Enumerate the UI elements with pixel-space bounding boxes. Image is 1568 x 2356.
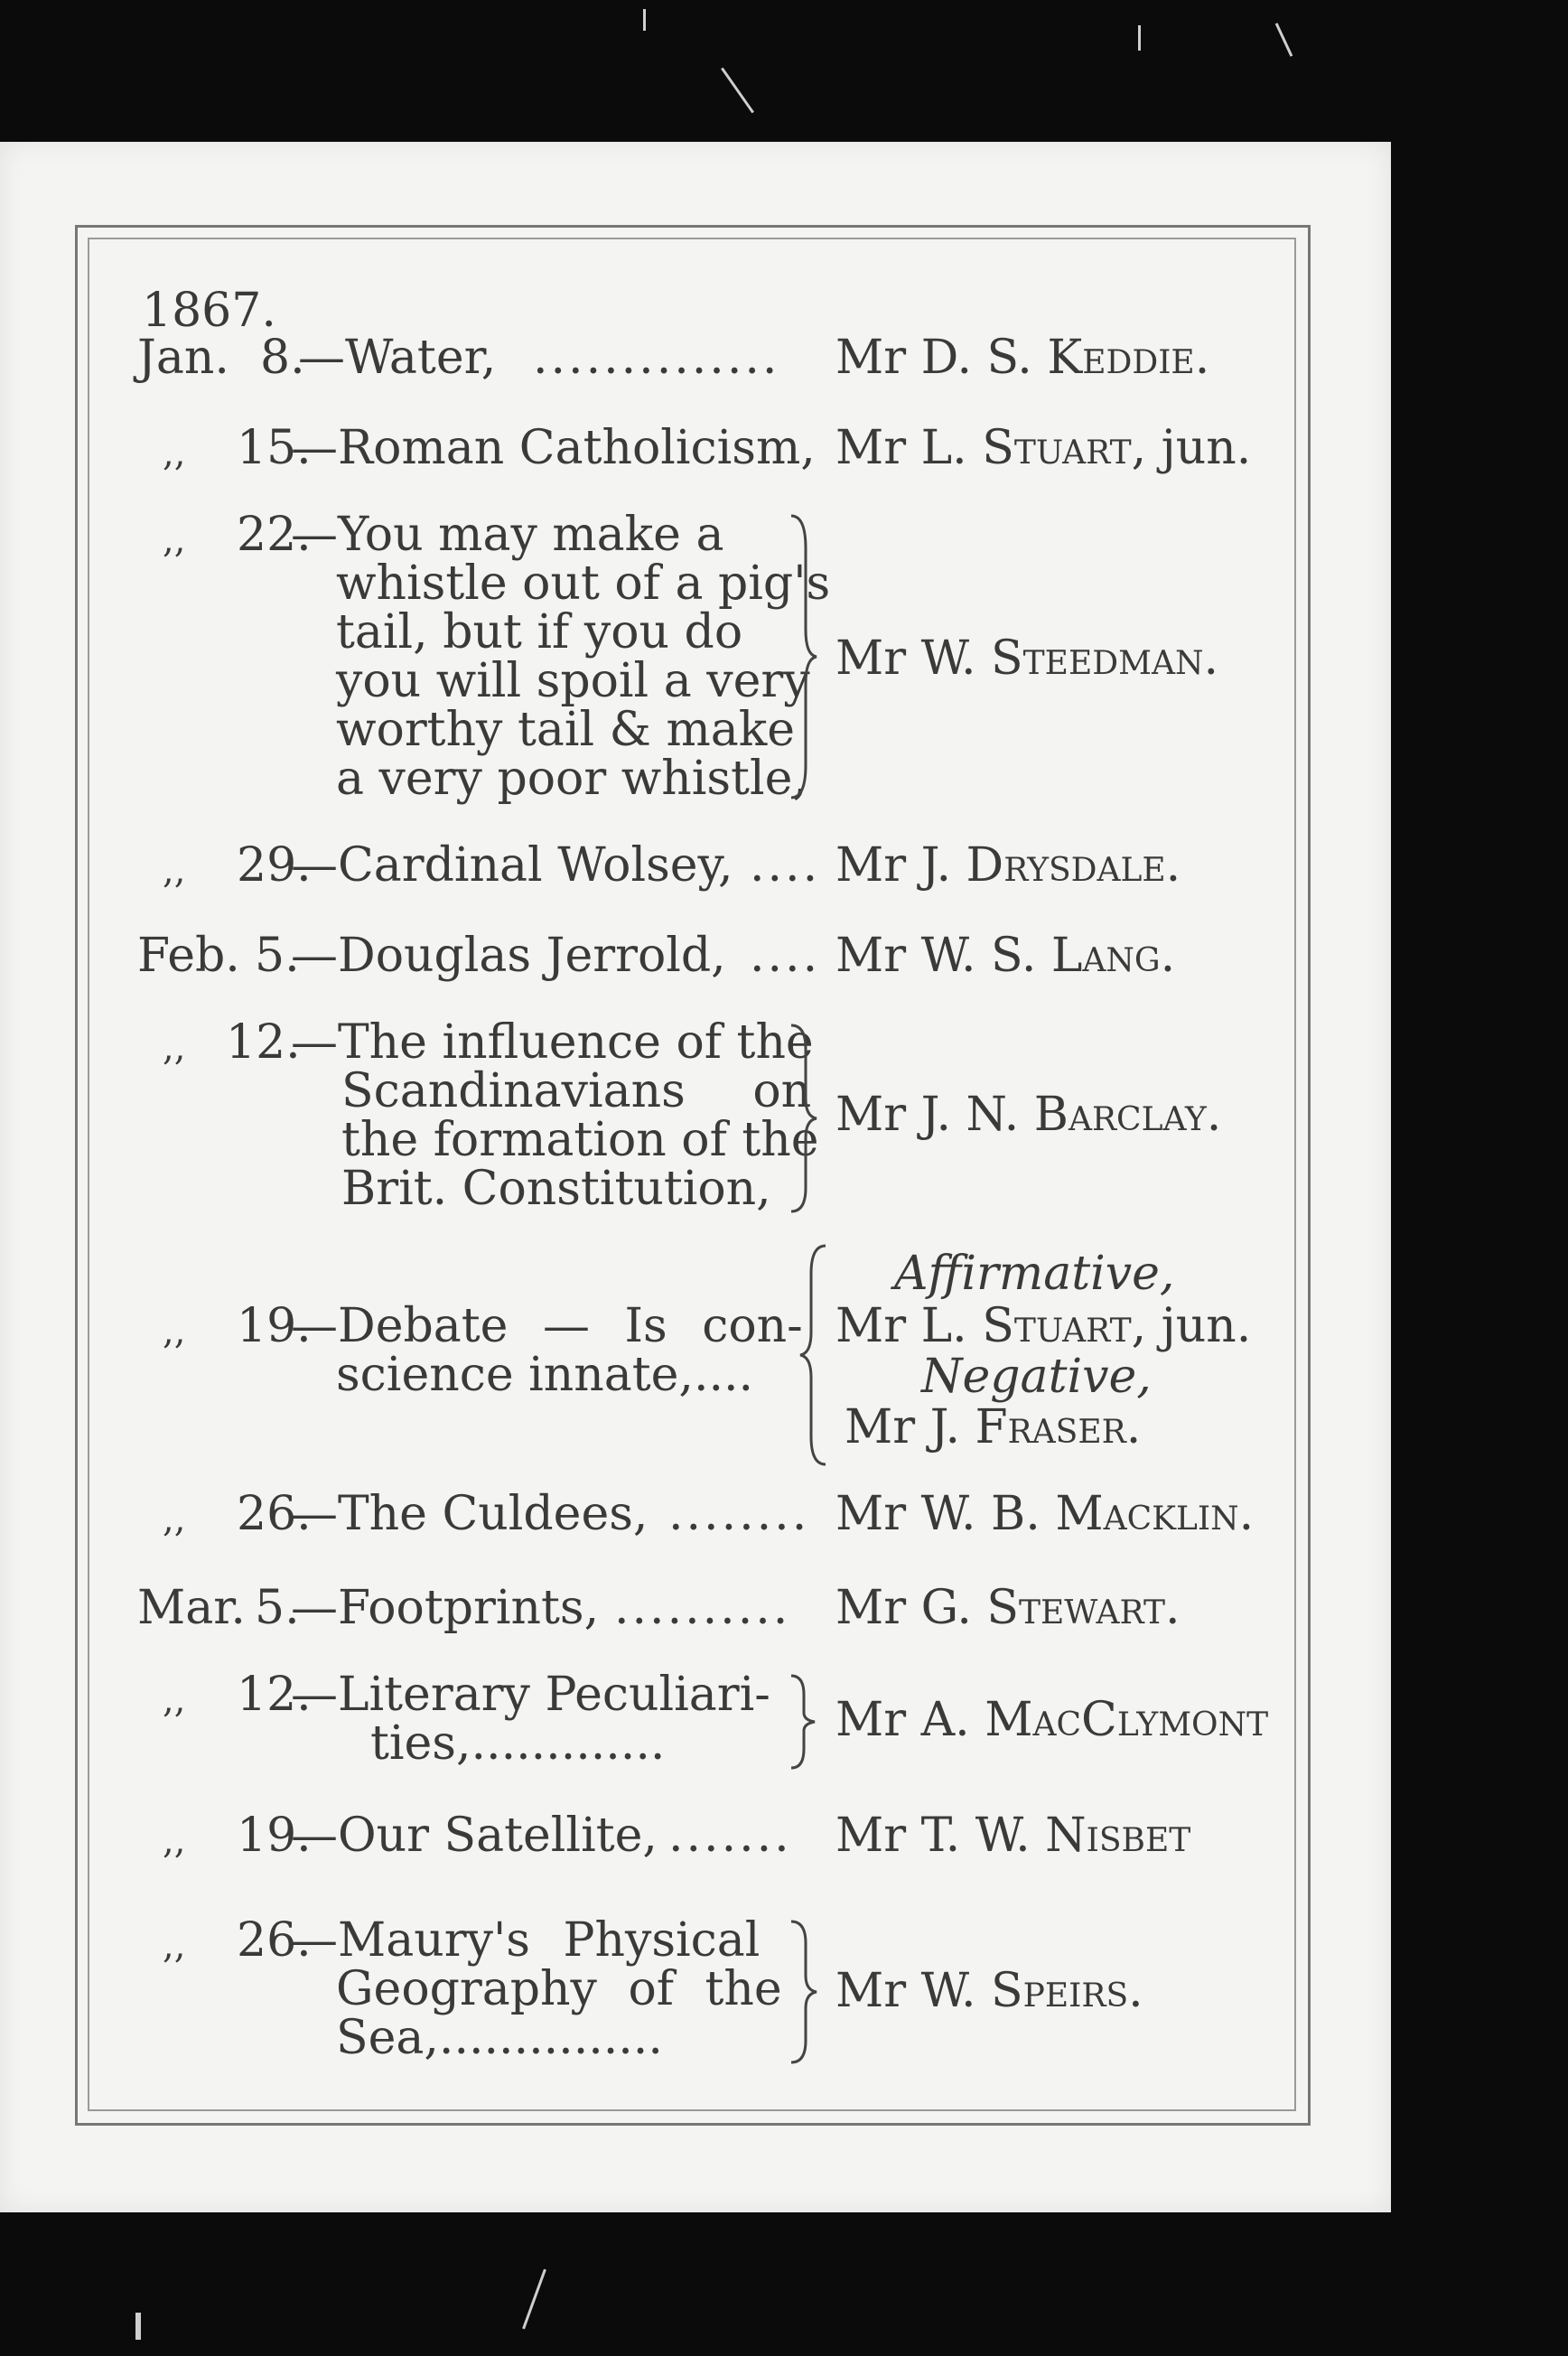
entry-day: 15. [237,421,312,475]
entry-speaker: Mr W. S. Lang. [835,929,1176,983]
entry-ditto: ,, [163,1679,186,1721]
entry-speaker: Mr W. Steedman. [835,631,1218,686]
entry-speaker: Mr T. W. Nisbet [835,1809,1191,1863]
right-brace [786,1022,822,1215]
entry-topic: —Water, [298,331,497,385]
entry-topic: —Roman Catholicism, [291,421,816,475]
entry-day: 12. [237,1668,312,1722]
entry-topic: —Footprints, [291,1581,600,1635]
entry-speaker: Mr L. Stuart, jun. [835,421,1252,475]
entry-leader-dots: ....... [668,1809,792,1863]
entry-leader-dots: .... [750,929,821,983]
year-heading: 1867. [142,284,276,338]
entry-topic-line: tail, but if you do [336,605,743,659]
entry-topic-line: Brit. Constitution, [341,1162,771,1216]
entry-topic: —The Culdees, [291,1487,649,1541]
entry-day: 26. [237,1487,312,1541]
entry-topic-line: —Maury's Physical [291,1913,761,1968]
entry-speaker: Mr W. B. Macklin. [835,1487,1255,1541]
entry-day: 26. [237,1913,312,1968]
scan-scratch [135,2313,141,2340]
negative-label: Negative, [921,1350,1152,1404]
entry-day: 22. [237,508,312,562]
entry-leader-dots: ........ [668,1487,810,1541]
scan-scratch [1275,23,1293,57]
programme-card [0,142,1391,2212]
entry-topic-line: —You may make a [291,508,724,562]
entry-day: 19. [237,1299,312,1353]
entry-topic: —Our Satellite, [291,1809,658,1863]
scan-scratch [721,68,754,114]
entry-day: 12. [226,1015,301,1070]
entry-day: 29. [237,838,312,893]
negative-speaker: Mr J. Fraser. [845,1400,1142,1454]
entry-topic-line: —Literary Peculiari- [291,1668,770,1722]
right-brace [786,1918,822,2066]
entry-topic-line: you will spoil a very [336,654,810,708]
entry-speaker: Mr W. Speirs. [835,1964,1143,2018]
entry-topic-line: —The influence of the [291,1015,814,1070]
entry-ditto: ,, [163,1820,186,1862]
entry-ditto: ,, [163,519,186,561]
entry-leader-dots: .... [750,838,821,893]
entry-topic: —Douglas Jerrold, [291,929,726,983]
affirmative-speaker: Mr L. Stuart, jun. [835,1299,1252,1353]
entry-ditto: ,, [163,433,186,474]
entry-day: 5. [255,1581,300,1635]
entry-topic-line: whistle out of a pig's [336,556,831,611]
scan-scratch [1138,25,1141,51]
entry-day: 19. [237,1809,312,1863]
entry-month: Feb. [137,929,240,983]
right-brace [786,1672,822,1772]
entry-month: Mar. [137,1581,246,1635]
entry-speaker: Mr D. S. Keddie. [835,331,1210,385]
entry-day: 5. [255,929,300,983]
entry-speaker: Mr J. Drysdale. [835,838,1181,893]
entry-leader-dots: .............. [533,331,780,385]
entry-speaker: Mr G. Stewart. [835,1581,1181,1635]
entry-month: Jan. [137,331,229,385]
entry-ditto: ,, [163,1499,186,1540]
entry-speaker: Mr A. MacClymont [835,1693,1269,1747]
entry-topic-line: worthy tail & make [336,703,796,757]
entry-ditto: ,, [163,1925,186,1967]
affirmative-label: Affirmative, [894,1247,1175,1301]
scan-scratch [643,9,646,31]
entry-day: 8. [260,331,305,385]
entry-topic-line: Sea,............... [336,2011,663,2065]
entry-speaker: Mr J. N. Barclay. [835,1088,1222,1142]
entry-topic-line: ties,............. [370,1716,666,1771]
scan-scratch [522,2269,546,2330]
entry-topic: —Cardinal Wolsey, [291,838,733,893]
entry-topic-line: —Debate — Is con- [291,1299,803,1353]
entry-topic-line: the formation of the [341,1113,819,1167]
entry-leader-dots: .......... [614,1581,791,1635]
left-brace [795,1242,831,1468]
entry-topic-line: a very poor whistle, [336,752,807,806]
right-brace [786,512,822,801]
entry-ditto: ,, [163,850,186,892]
entry-ditto: ,, [163,1027,186,1069]
entry-topic-line: Geography of the [336,1962,782,2016]
entry-topic-line: Scandinavians on [341,1064,812,1118]
entry-topic-line: science innate,.... [336,1348,754,1402]
entry-ditto: ,, [163,1311,186,1352]
